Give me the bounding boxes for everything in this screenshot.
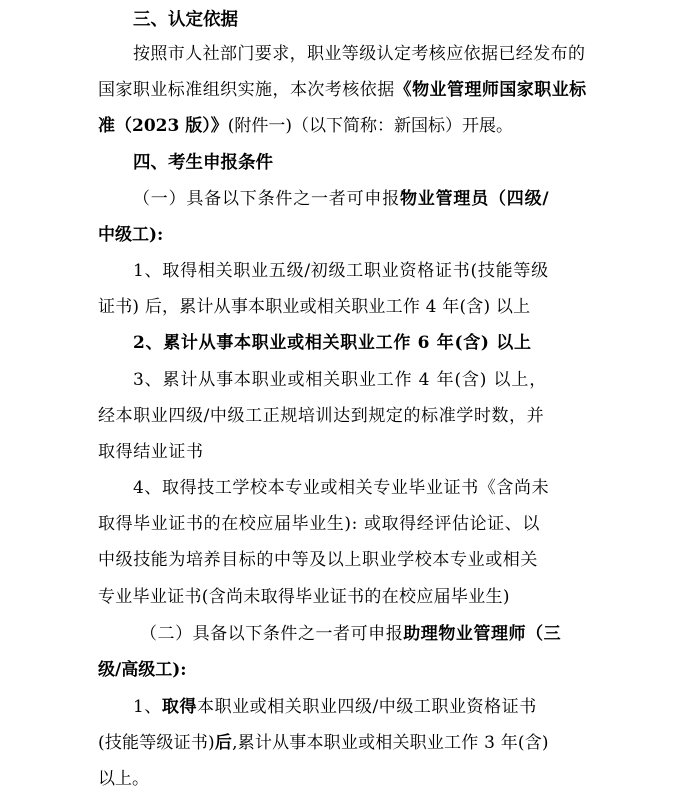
- s4-2-level-name: 助理物业管理师（三: [403, 624, 562, 644]
- s4-2-item-1-years: ,累计从事本职业或相关职业工作 3 年(含): [232, 733, 549, 753]
- s4-1-item-4-line-2: 取得毕业证书的在校应届毕业生): 或取得经评估论证、以: [98, 514, 540, 534]
- s4-2-item-1-num: 1、: [133, 697, 162, 717]
- s4-1-item-4-line-4: 专业毕业证书(含尚未取得毕业证书的在校应届毕业生): [98, 587, 510, 607]
- s4-2-item-1-line-2: [98, 735, 680, 752]
- s4-1-level-name: 物业管理员（四级/: [400, 189, 550, 209]
- national-standard-title-cont: 准（2023 版）》: [98, 116, 228, 136]
- s4-1-item-3-line-1: 3、累计从事本职业或相关职业工作 4 年(含) 以上，: [133, 370, 548, 390]
- s4-1-item-4-line-1: 4、取得技工学校本专业或相关专业毕业证书《含尚未: [133, 478, 550, 498]
- s4-2-item-1-text: 本职业或相关职业四级/中级工职业资格证书: [197, 697, 537, 717]
- s4-1-line-1: [133, 191, 680, 208]
- s4-2-item-1-line-1: [133, 699, 680, 716]
- s3-para-line-1: 按照市人社部门要求，职业等级认定考核应依据已经发布的: [133, 44, 586, 64]
- s3-para-line-3: [98, 118, 680, 135]
- s4-2-item-1-verb: 取得: [161, 697, 198, 717]
- s4-1-item-3-line-2: 经本职业四级/中级工正规培训达到规定的标准学时数，并: [98, 406, 545, 426]
- s4-1-item-4-line-3: 中级技能为培养目标的中等及以上职业学校本专业或相关: [98, 550, 538, 570]
- s4-1-intro: （一）具备以下条件之一者可申报: [133, 189, 400, 209]
- s4-1-item-1-line-1: 1、取得相关职业五级/初级工职业资格证书(技能等级: [133, 261, 549, 281]
- section-3-heading: 三、认定依据: [133, 10, 238, 30]
- s4-2-item-1-cert: (技能等级证书): [98, 733, 215, 753]
- s4-2-item-1-after: 后: [214, 733, 233, 753]
- s3-para-line-3-text: (附件一)（以下简称：新国标）开展。: [227, 116, 513, 136]
- s4-1-item-1-line-2: 证书) 后，累计从事本职业或相关职业工作 4 年(含) 以上: [98, 297, 531, 317]
- s3-para-line-2-text: 国家职业标准组织实施，本次考核依据: [98, 80, 395, 100]
- s4-2-intro: （二）具备以下条件之一者可申报: [140, 624, 404, 644]
- national-standard-title: 《物业管理师国家职业标: [394, 80, 587, 100]
- s4-1-line-2: 中级工):: [98, 225, 164, 245]
- s4-1-item-3-line-3: 取得结业证书: [98, 442, 204, 462]
- s4-2-line-2: 级/高级工):: [98, 660, 187, 680]
- s4-2-item-1-line-3: 以上。: [98, 769, 149, 789]
- s4-2-line-1: [140, 626, 680, 643]
- s4-1-item-2: 2、累计从事本职业或相关职业工作 6 年(含) 以上: [133, 333, 532, 353]
- section-4-heading: 四、考生申报条件: [133, 153, 273, 173]
- s3-para-line-2: [98, 82, 680, 99]
